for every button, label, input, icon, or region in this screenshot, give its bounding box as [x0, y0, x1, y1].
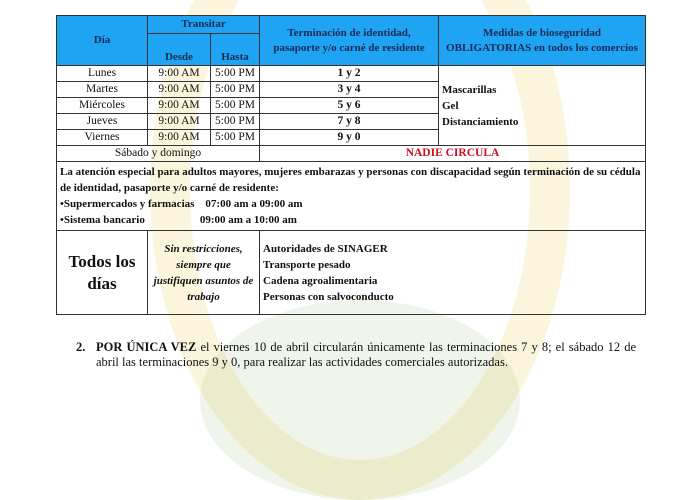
- paragraph-text: el viernes 10 de abril circularán únicamente las terminaciones 7 y 8; el sábado 12 de abril las terminaciones 9 y 0, para realizar las actividades comerciales autorizadas.: [96, 340, 636, 369]
- circulation-schedule-table: [56, 15, 646, 315]
- header-transitar: Transitar: [148, 16, 260, 34]
- header-dia: Día: [57, 16, 148, 66]
- paragraph-emphasis: POR ÚNICA VEZ: [96, 340, 197, 354]
- from-time: 9:00 AM: [148, 82, 211, 98]
- id-ending: 9 y 0: [260, 130, 439, 146]
- special-attention: [57, 162, 646, 231]
- special-attention-row: [57, 162, 646, 231]
- special-intro: La atención especial para adultos mayores, mujeres embarazas y personas con discapacidad según terminación de su cédula de identidad, pasaporte y/o carné de residente:: [60, 166, 641, 194]
- measure-item: Mascarillas: [442, 83, 497, 96]
- from-time: 9:00 AM: [148, 98, 211, 114]
- id-ending: 5 y 6: [260, 98, 439, 114]
- biosecurity-measures: [439, 66, 646, 146]
- header-terminacion: Terminación de identidad, pasaporte y/o carné de residente: [260, 16, 439, 66]
- weekend-status: NADIE CIRCULA: [260, 146, 646, 162]
- day: Lunes: [57, 66, 148, 82]
- paragraph-number: 2.: [76, 340, 86, 354]
- weekend-label: Sábado y domingo: [57, 146, 260, 162]
- measure-item: Distanciamiento: [442, 115, 519, 128]
- todos-label: Todos los días: [57, 231, 148, 315]
- to-time: 5:00 PM: [211, 98, 260, 114]
- exempt-item: Autoridades de SINAGER: [263, 242, 388, 255]
- header-hasta: Hasta: [211, 34, 260, 66]
- header-desde: Desde: [148, 34, 211, 66]
- exempt-item: Personas con salvoconducto: [263, 290, 394, 303]
- measure-item: Gel: [442, 99, 459, 112]
- exempt-item: Cadena agroalimentaria: [263, 274, 378, 287]
- from-time: 9:00 AM: [148, 130, 211, 146]
- id-ending: 3 y 4: [260, 82, 439, 98]
- exempt-list: [260, 231, 646, 315]
- to-time: 5:00 PM: [211, 66, 260, 82]
- table-row: [57, 66, 646, 82]
- id-ending: 7 y 8: [260, 114, 439, 130]
- day: Martes: [57, 82, 148, 98]
- special-item: •Sistema bancario 09:00 am a 10:00 am: [60, 214, 297, 226]
- from-time: 9:00 AM: [148, 66, 211, 82]
- weekend-row: [57, 146, 646, 162]
- to-time: 5:00 PM: [211, 114, 260, 130]
- watermark-seal-center: [200, 300, 520, 500]
- exempt-item: Transporte pesado: [263, 258, 351, 271]
- todos-row: [57, 231, 646, 315]
- id-ending: 1 y 2: [260, 66, 439, 82]
- numbered-paragraph: [76, 340, 636, 370]
- header-medidas: Medidas de bioseguridad OBLIGATORIAS en todos los comercios: [439, 16, 646, 66]
- day: Miércoles: [57, 98, 148, 114]
- day: Viernes: [57, 130, 148, 146]
- to-time: 5:00 PM: [211, 130, 260, 146]
- day: Jueves: [57, 114, 148, 130]
- to-time: 5:00 PM: [211, 82, 260, 98]
- todos-condition: Sin restricciones, siempre que justifiquen asuntos de trabajo: [148, 231, 260, 315]
- from-time: 9:00 AM: [148, 114, 211, 130]
- special-item: •Supermercados y farmacias 07:00 am a 09:00 am: [60, 198, 303, 210]
